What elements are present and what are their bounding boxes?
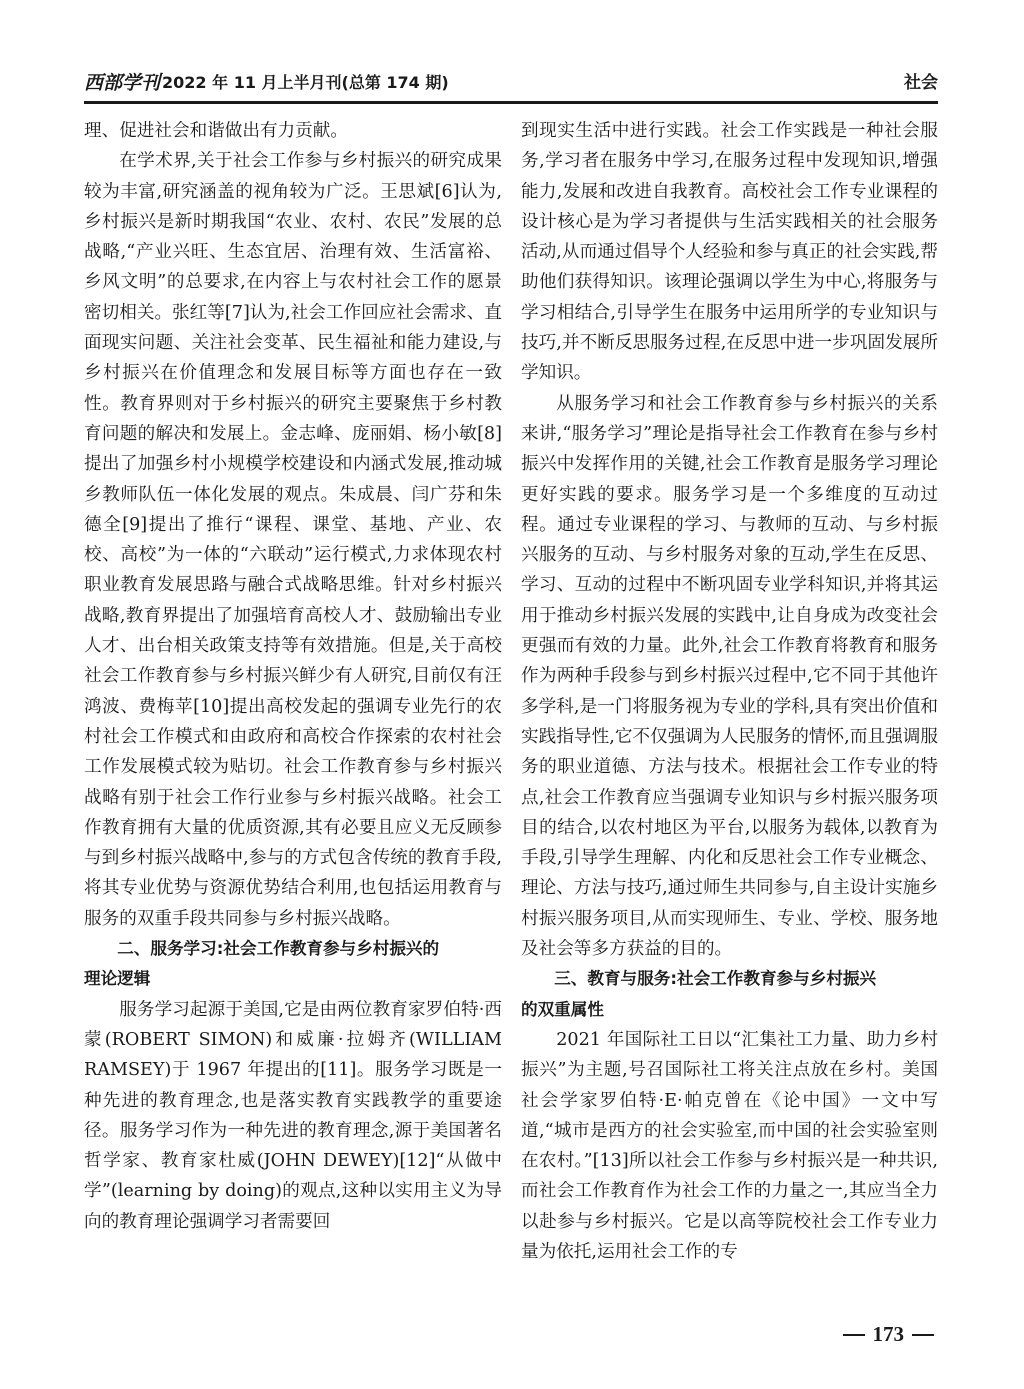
paragraph: 理、促进社会和谐做出有力贡献。 (84, 121, 348, 141)
paragraph: 服务学习起源于美国,它是由两位教育家罗伯特·西蒙(ROBERT SIMON)和威廉·拉姆齐(WILLIAM RAMSEY)于 1967 年提出的[11]。服务学习既是一种先进的教育理念,也是落实教育实践教学的重要途径。服务学习作为一种先进的教育理念,源于美国著名哲学家、教育家杜威(JOHN DEWEY)[12]“从做中学”(learning by doing)的观点,这种以实用主义为导向的教育理论强调学习者需要回 (84, 999, 502, 1232)
section-heading (84, 934, 502, 995)
heading-line: 二、服务学习:社会工作教育参与乡村振兴的 (117, 939, 440, 959)
heading-line: 理论逻辑 (84, 969, 151, 989)
paragraph: 2021 年国际社工日以“汇集社工力量、助力乡村振兴”为主题,号召国际社工将关注点放在乡村。美国社会学家罗伯特·E·帕克曾在《论中国》一文中写道,“城市是西方的社会实验室,而中国的社会实验室则在农村。”[13]所以社会工作参与乡村振兴是一种共识,而社会工作教育作为社会工作的力量之一,其应当全力以赴参与乡村振兴。它是以高等院校社会工作专业力量为依托,运用社会工作的专 (521, 1029, 938, 1262)
header-left (84, 71, 449, 95)
right-column (521, 116, 938, 1267)
issue-info: 2022 年 11 月上半月刊(总第 174 期) (162, 73, 449, 92)
paragraph: 在学术界,关于社会工作参与乡村振兴的研究成果较为丰富,研究涵盖的视角较为广泛。王思斌[6]认为,乡村振兴是新时期我国“农业、农村、农民”发展的总战略,“产业兴旺、生态宜居、治理有效、生活富裕、乡风文明”的总要求,在内容上与农村社会工作的愿景密切相关。张红等[7]认为,社会工作回应社会需求、直面现实问题、关注社会变革、民生福祉和能力建设,与乡村振兴在价值理念和发展目标等方面也存在一致性。教育界则对于乡村振兴的研究主要聚焦于乡村教育问题的解决和发展上。金志峰、庞丽娟、杨小敏[8]提出了加强乡村小规模学校建设和内涵式发展,推动城乡教师队伍一体化发展的观点。朱成晨、闫广芬和朱德全[9]提出了推行“课程、课堂、基地、产业、农校、高校”为一体的“六联动”运行模式,力求体现农村职业教育发展思路与融合式战略思维。针对乡村振兴战略,教育界提出了加强培育高校人才、鼓励输出专业人才、出台相关政策支持等有效措施。但是,关于高校社会工作教育参与乡村振兴鲜少有人研究,目前仅有汪鸿波、费梅苹[10]提出高校发起的强调专业先行的农村社会工作模式和由政府和高校合作探索的农村社会工作发展模式较为贴切。社会工作教育参与乡村振兴战略有别于社会工作行业参与乡村振兴战略。社会工作教育拥有大量的优质资源,其有必要且应义无反顾参与到乡村振兴战略中,参与的方式包含传统的教育手段,将其专业优势与资源优势结合利用,也包括运用教育与服务的双重手段共同参与乡村振兴战略。 (84, 151, 502, 929)
paragraph: 到现实生活中进行实践。社会工作实践是一种社会服务,学习者在服务中学习,在服务过程中发现知识,增强能力,发展和改进自我教育。高校社会工作专业课程的设计核心是为学习者提供与生活实践相关的社会服务活动,从而通过倡导个人经验和参与真正的社会实践,帮助他们获得知识。该理论强调以学生为中心,将服务与学习相结合,引导学生在服务中运用所学的专业知识与技巧,并不断反思服务过程,在反思中进一步巩固发展所学知识。 (521, 121, 938, 384)
heading-line: 的双重属性 (521, 999, 604, 1019)
running-header (84, 66, 938, 104)
dash-right (912, 1334, 934, 1336)
left-column (84, 116, 502, 1237)
section-heading (521, 964, 938, 1025)
journal-logo: 西部学刊 (84, 72, 161, 94)
page-number: 173 (872, 1322, 904, 1346)
page-footer (843, 1322, 935, 1347)
paragraph: 从服务学习和社会工作教育参与乡村振兴的关系来讲,“服务学习”理论是指导社会工作教育在参与乡村振兴中发挥作用的关键,社会工作教育是服务学习理论更好实践的要求。服务学习是一个多维度的互动过程。通过专业课程的学习、与教师的互动、与乡村振兴服务的互动、与乡村服务对象的互动,学生在反思、学习、互动的过程中不断巩固专业学科知识,并将其运用于推动乡村振兴发展的实践中,让自身成为改变社会更强而有效的力量。此外,社会工作教育将教育和服务作为两种手段参与到乡村振兴过程中,它不同于其他许多学科,是一门将服务视为专业的学科,具有突出价值和实践指导性,它不仅强调为人民服务的情怀,而且强调服务的职业道德、方法与技术。根据社会工作专业的特点,社会工作教育应当强调专业知识与乡村振兴服务项目的结合,以农村地区为平台,以服务为载体,以教育为手段,引导学生理解、内化和反思社会工作专业概念、理论、方法与技巧,通过师生共同参与,自主设计实施乡村振兴服务项目,从而实现师生、专业、学校、服务地及社会等多方获益的目的。 (521, 393, 939, 960)
section-tag: 社会 (904, 73, 938, 93)
heading-line: 三、教育与服务:社会工作教育参与乡村振兴 (554, 969, 877, 989)
dash-left (843, 1334, 865, 1336)
